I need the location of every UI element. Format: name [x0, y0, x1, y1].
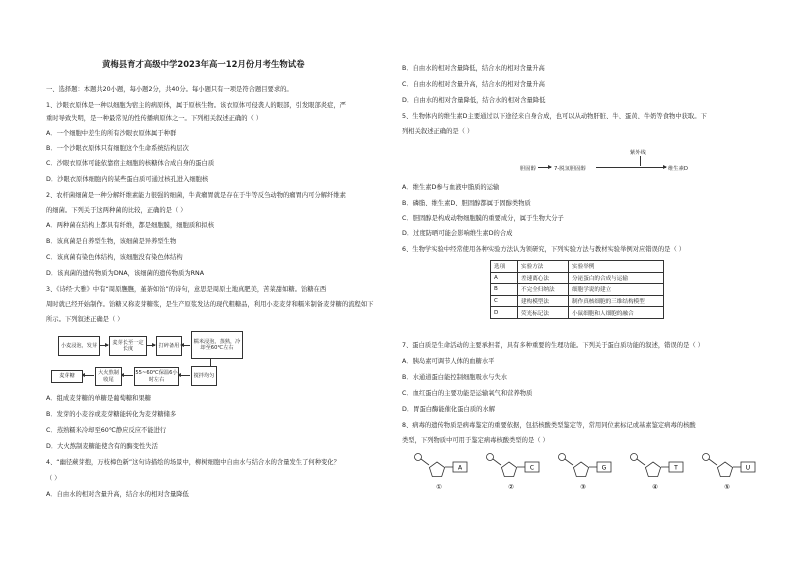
q7-option-b: B．水通道蛋白能控制细胞吸水与失水	[402, 374, 508, 381]
q1-stem-line1: 1、沙眼衣原体是一种以细胞为宿主的病原体，属于原核生物。该衣原体可侵袭人的眼部，引发眼部炎症，严	[46, 102, 346, 109]
q8-stem-line1: 8、病毒的遗传物质是病毒鉴定的重要依据，包括核酸类型鉴定等，常用同位素标记或基素鉴定病毒的核酸	[402, 422, 696, 429]
nucleotide-label: ②	[508, 483, 514, 491]
sugar-pentagon	[573, 462, 588, 477]
pathway-uv-line	[640, 156, 641, 166]
bond-line	[709, 459, 717, 465]
q3-stem-line1: 3、《诗经·大雅》中有“周原膴膴，堇荼如饴”的诗句，意思是周原土地真肥美，苦菜甜如糖。饴糖在西	[46, 286, 327, 293]
pathway-cholesterol: 胆固醇	[520, 166, 536, 172]
q4-option-c: C．自由水的相对含量升高，结合水的相对含量升高	[402, 81, 545, 88]
q2-option-a: A．两种菌在结构上都具有纤维，都是细胞膜，细胞质和拟核	[46, 222, 215, 229]
phosphate-circle	[631, 454, 638, 461]
phosphate-circle	[487, 454, 494, 461]
q1-stem-line2: 重时导致失明，是一种最常见的性传播病原体之一。下列相关叙述正确的（ ）	[46, 115, 263, 122]
nucleotide	[415, 454, 468, 492]
q7-stem: 7、蛋白质是生命活动的主要承担者，具有多种重要的生理功能。下列关于蛋白质功能的叙述，错误的是（ ）	[402, 342, 704, 349]
q7-option-c: C．血红蛋白的主要功能是运输氧气和营养物质	[402, 390, 533, 397]
nucleotide	[703, 454, 756, 492]
table-row	[491, 295, 664, 307]
bond-line	[565, 459, 573, 465]
table-cell: D	[491, 307, 518, 319]
section-heading: 一、选择题：本题共20小题，每小题2分，共40分。每小题只有一项是符合题目要求的。	[46, 86, 293, 93]
base-letter: T	[674, 464, 678, 472]
q4-stem-line2: （ ）	[46, 475, 61, 482]
base-letter: C	[529, 464, 535, 472]
table-cell: A	[491, 272, 518, 284]
pathway-uv-label: 紫外线	[630, 150, 646, 156]
q3-stem-line2: 周时就已经开始制作。饴糖又称麦芽糖浆，是生产原浆发达的现代粗糖品，利用小麦麦芽和糯米制备麦芽糖的流程如下	[46, 301, 374, 308]
table-header: 实验举例	[569, 261, 664, 273]
flow-step-crush: 打碎备用	[156, 336, 182, 356]
nucleotide-label: ④	[652, 483, 658, 491]
q1-option-c: C．沙眼衣原体可能依靠宿主细胞的核糖体合成自身的蛋白质	[46, 160, 215, 167]
nucleotides-svg	[408, 448, 768, 493]
table-header: 选项	[491, 261, 518, 273]
q2-stem-line1: 2、农杆菌细菌是一种分解纤维素能力很强的细菌，牛黄瘤胃就是存在于牛等反刍动物的瘤胃内可分解纤维素	[46, 192, 346, 199]
table-cell: 建构模型法	[518, 295, 569, 307]
table-cell: C	[491, 295, 518, 307]
table-row	[491, 284, 664, 296]
flow-result: 麦芽糖	[51, 370, 83, 383]
flow-arrow	[181, 345, 190, 346]
flow-step-incubate: 55~60℃保温6小时左右	[134, 367, 179, 386]
q5-stem-line1: 5、生物体内的维生素D主要通过以下途径来自身合成，也可以从动物肝脏、牛、蛋黄、牛奶等食物中获取。下	[402, 113, 707, 120]
phosphate-circle	[703, 454, 710, 461]
q6-stem: 6、生物学实验中经常使用各种实验方法认为领研究，下列实验方法与教材实验举例对应错误的是（ ）	[402, 246, 686, 253]
table-cell: B	[491, 284, 518, 296]
q1-option-d: D．沙眼衣原体细胞内的某些蛋白质可通过核孔进入细胞核	[46, 176, 209, 183]
table-header: 实验方法	[518, 261, 569, 273]
q3-option-b: B．发芽的小麦谷或麦芽糖能转化为麦芽糖储多	[46, 411, 177, 418]
sugar-pentagon	[717, 462, 732, 477]
pathway-arrow	[538, 167, 551, 168]
table-cell: 荧光标记法	[518, 307, 569, 319]
nucleotide	[559, 454, 612, 492]
nucleotide-label: ①	[436, 483, 442, 491]
q1-option-b: B．一个沙眼衣原体只有细胞这个生命系统结构层次	[46, 145, 189, 152]
sugar-pentagon	[645, 462, 660, 477]
exam-title: 黄梅县育才高级中学2023年高一12月份月考生物试卷	[102, 59, 305, 69]
q4-stem-line1: 4、“幽径蕨芽抱，万枝樟色新”这句诗描绘的场景中，柳树细胞中自由水与结合水的含量发生了何种变化？	[46, 459, 340, 466]
q2-option-c: C．该真菌有染色体结构，该细胞没有染色体结构	[46, 254, 183, 261]
pathway-vitamin-d: 维生素D	[668, 166, 688, 172]
q3-option-c: C．蒸熟糯米冷却至60℃静应反应不能进行	[46, 427, 167, 434]
sugar-pentagon	[501, 462, 516, 477]
table-row	[491, 272, 664, 284]
nucleotide	[487, 454, 540, 492]
flow-arrow	[82, 375, 94, 376]
q1-option-a: A．一个细胞中差生的所有沙眼衣原体属于种群	[46, 130, 177, 137]
table-row	[491, 307, 664, 319]
flow-step-stir: 搅拌均匀	[191, 366, 217, 386]
table-cell: 制作真核细胞的三维结构模型	[569, 295, 664, 307]
pathway-arrow	[596, 167, 666, 168]
q3-stem-line3: 所示。下列叙述正确是（ ）	[46, 316, 124, 323]
q3-option-d: D．大火熬制麦糖能使含有的酶变性失活	[46, 443, 158, 450]
q2-option-b: B．该真菌是自养型生物，该细菌是异养型生物	[46, 238, 177, 245]
nucleotide-label: ③	[580, 483, 586, 491]
flow-arrow	[99, 345, 108, 346]
table-header-row	[491, 261, 664, 273]
bond-line	[637, 459, 645, 465]
flow-step-boil: 大火熬制收尾	[95, 367, 122, 386]
nucleotide-label: ⑤	[724, 483, 730, 491]
q7-option-d: D．胃蛋白酶能催化蛋白质的水解	[402, 406, 496, 413]
flow-step-rice: 糯米浸泡，蒸熟，冷却至60℃左右	[191, 331, 243, 359]
flow-step-soak: 小麦浸泡，发芽	[58, 336, 100, 356]
nucleotide	[631, 454, 684, 492]
q5-option-c: C．胆固醇是构成动物细胞膜的重要成分，属于生物大分子	[402, 215, 564, 222]
q5-option-d: D．过度防晒可能会影响维生素D的合成	[402, 230, 513, 237]
base-letter: G	[601, 464, 607, 472]
q5-option-b: B．磷脂、维生素D、胆固醇都属于固醇类物质	[402, 200, 531, 207]
flow-arrow	[146, 345, 155, 346]
q8-stem-line2: 类型，下列物质中可用于鉴定病毒核酸类型的是（ ）	[402, 437, 549, 444]
q5-option-a: A．维生素D参与血液中脂质的运输	[402, 184, 500, 191]
pathway-dehydrocholesterol: 7-脱氢胆固醇	[554, 166, 586, 172]
table-cell: 小鼠细胞和人细胞的融合	[569, 307, 664, 319]
q4-option-d: D．自由水的相对含量降低，结合水的相对含量降低	[402, 97, 546, 104]
q2-option-d: D．该真菌的遗传物质为DNA，该细菌的遗传物质为RNA	[46, 270, 205, 277]
base-letter: A	[457, 464, 463, 472]
sugar-pentagon	[429, 462, 444, 477]
flow-connector	[210, 358, 211, 366]
table-cell: 差速离心法	[518, 272, 569, 284]
q6-table	[490, 260, 664, 319]
q4-option-a: A．自由水的相对含量升高，结合水的相对含量降低	[46, 491, 189, 498]
table-cell: 不完全归纳法	[518, 284, 569, 296]
bond-line	[421, 459, 429, 465]
flow-arrow	[178, 375, 190, 376]
table-cell: 分泌蛋白的合成与运输	[569, 272, 664, 284]
q4-option-b: B．自由水的相对含量降低，结合水的相对含量升高	[402, 65, 545, 72]
base-letter: U	[745, 464, 751, 472]
table-cell: 细胞学说的建立	[569, 284, 664, 296]
flow-arrow	[121, 375, 133, 376]
q2-stem-line2: 的细菌。下列关于这两种菌的比较，正确的是（ ）	[46, 207, 187, 214]
phosphate-circle	[559, 454, 566, 461]
q5-stem-line2: 列相关叙述正确的是（ ）	[402, 128, 474, 135]
flow-step-sprout: 麦芽长至一定长度	[109, 336, 147, 356]
q7-option-a: A．胰岛素可调节人体的血糖水平	[402, 358, 495, 365]
bond-line	[493, 459, 501, 465]
q3-option-a: A．组成麦芽糖的单糖是葡萄糖和果糖	[46, 395, 152, 402]
phosphate-circle	[415, 454, 422, 461]
